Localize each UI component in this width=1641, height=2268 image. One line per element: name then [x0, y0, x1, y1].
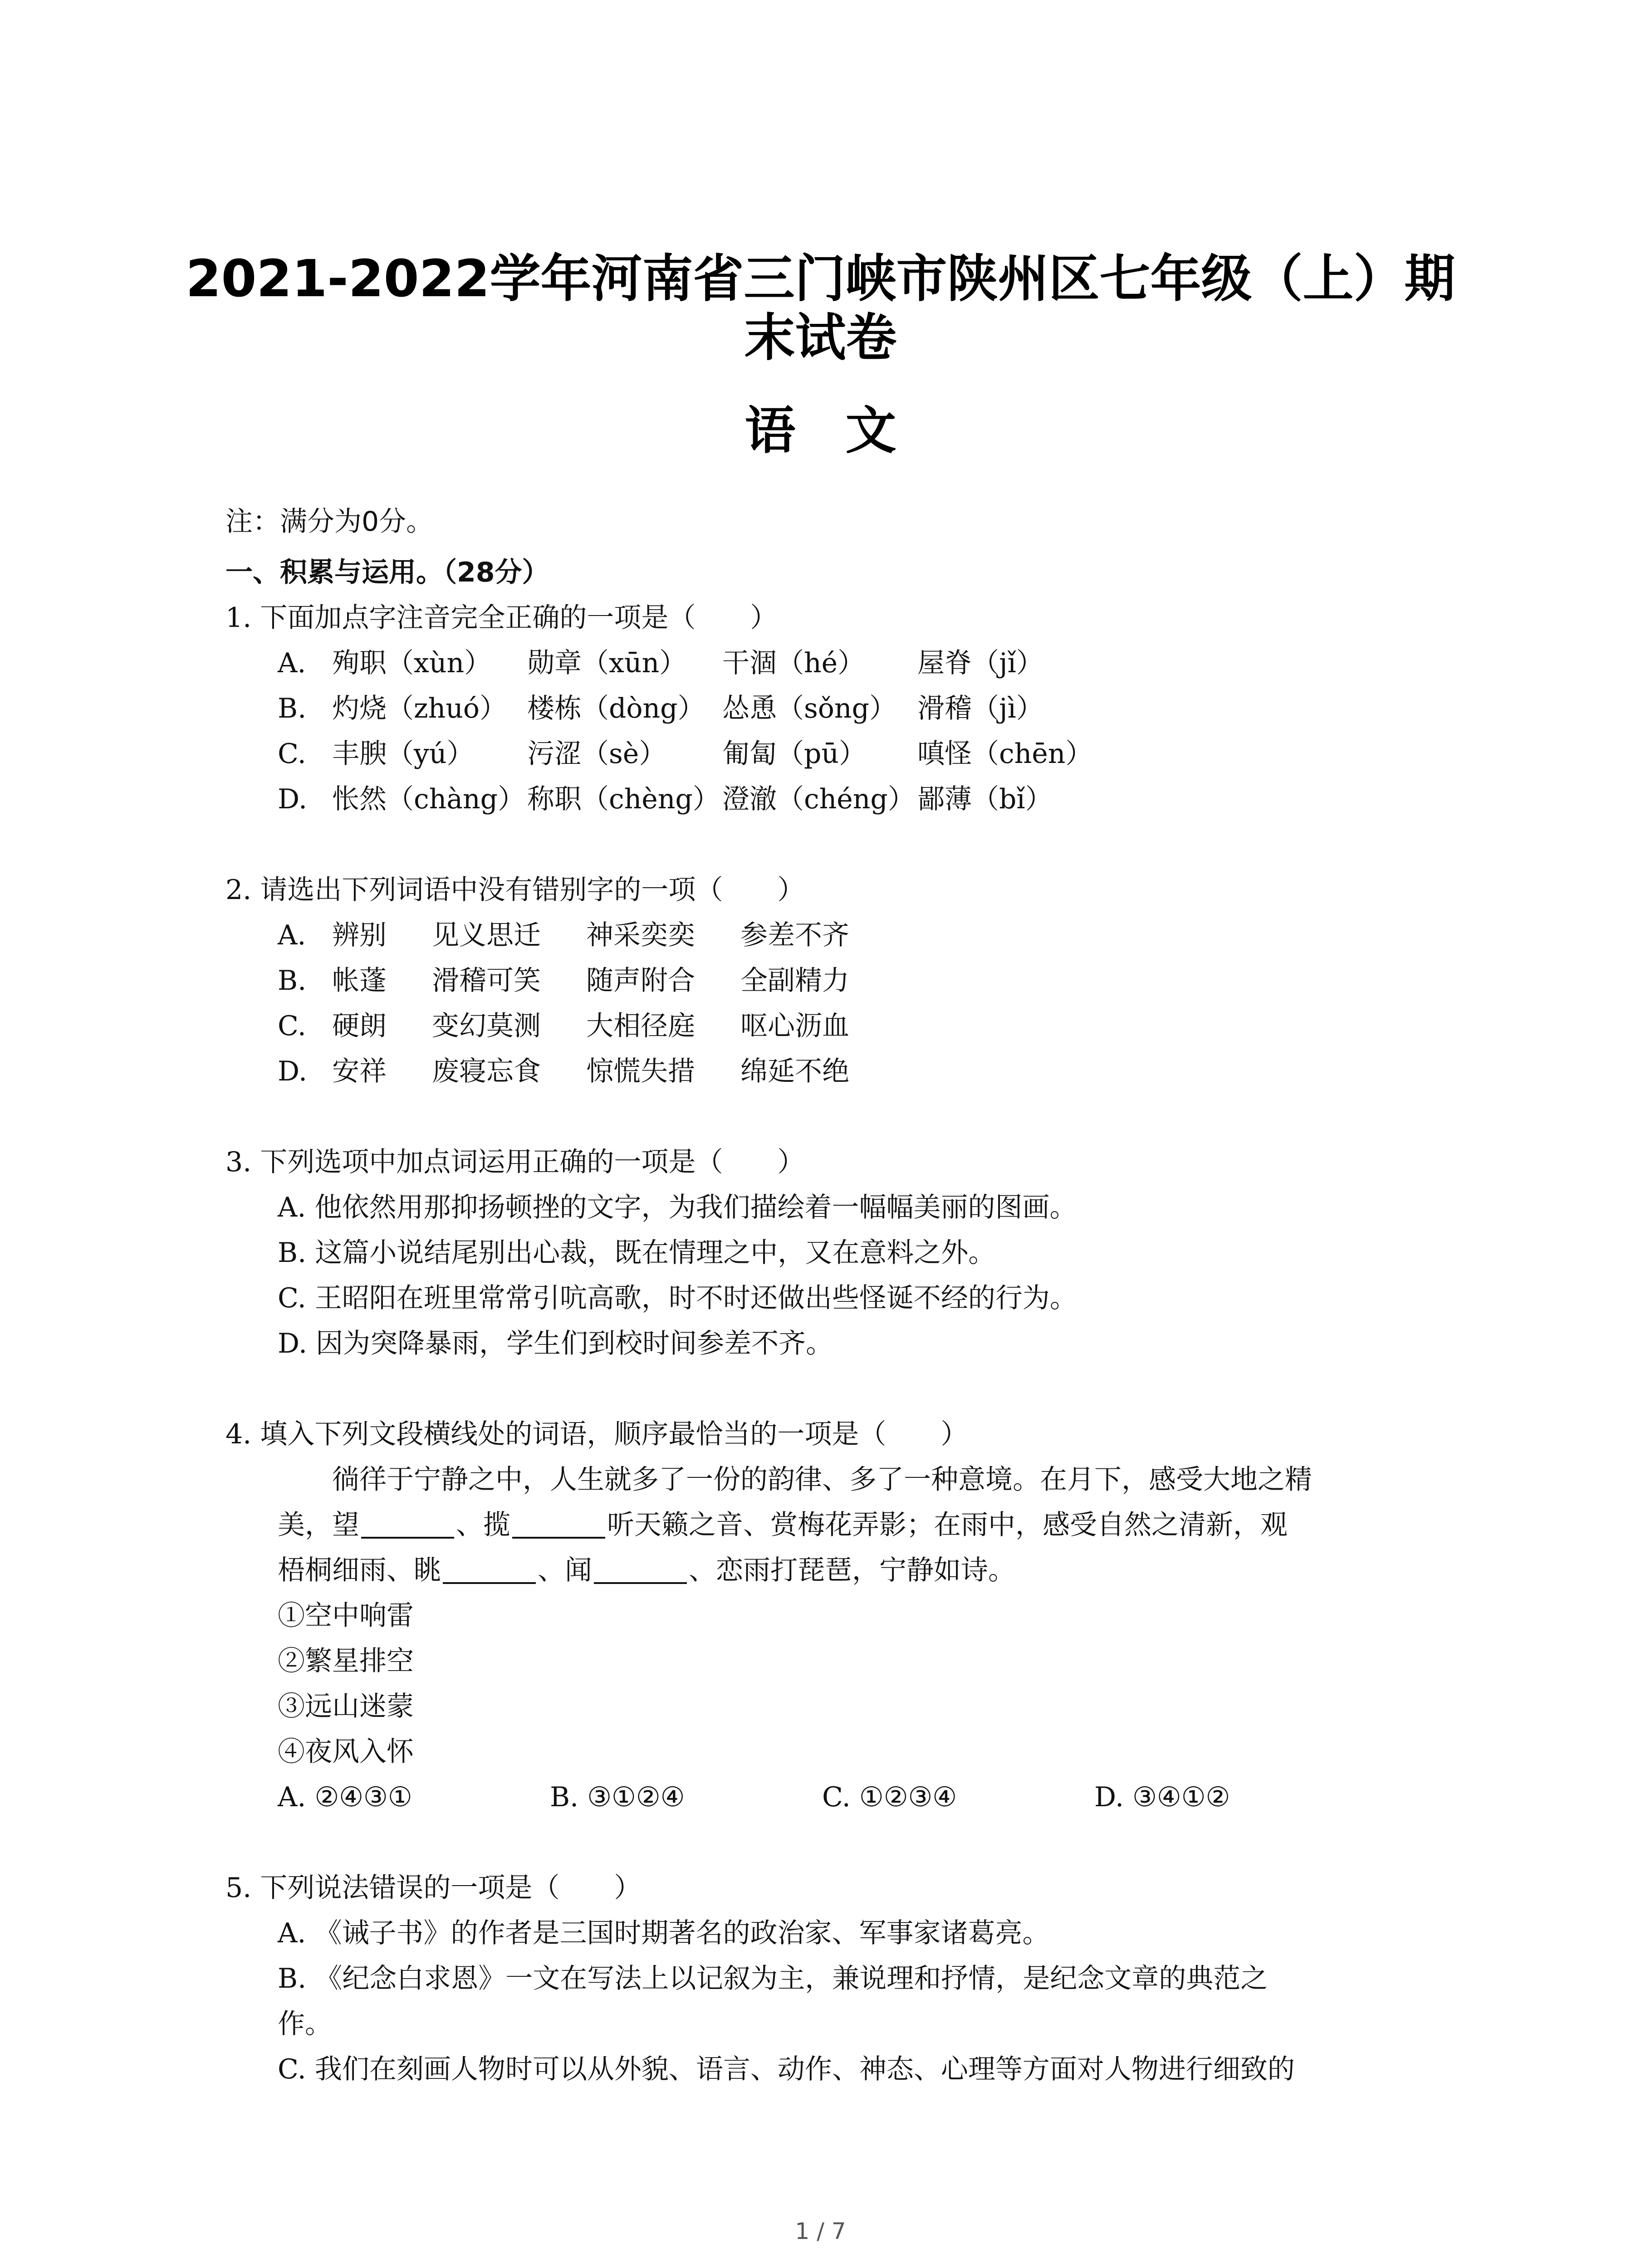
option-letter: D.	[278, 783, 308, 815]
option-item: 滑稽（jì）	[917, 693, 1043, 724]
question-1-option-b	[225, 686, 1432, 731]
question-4-option-a: A. ②④③①	[278, 1781, 412, 1813]
exam-content	[225, 499, 1432, 2092]
option-item: 丰腴（yú）	[332, 738, 474, 770]
passage-text: 梧桐细雨、眺	[278, 1554, 441, 1586]
question-1-option-d	[225, 777, 1432, 822]
subject-heading: 语文	[745, 401, 946, 460]
question-4-item-4: ④夜风入怀	[278, 1736, 414, 1768]
option-item: 污涩（sè）	[527, 738, 666, 770]
question-1-option-a	[225, 640, 1432, 686]
question-4-option-b: B. ③①②④	[550, 1781, 685, 1813]
question-4-item-3: ③远山迷蒙	[278, 1691, 414, 1722]
option-word: 滑稽可笑	[432, 965, 541, 997]
question-4-passage-line-2	[225, 1502, 1432, 1548]
question-2-option-d	[225, 1049, 1432, 1094]
option-letter: C.	[278, 738, 306, 770]
fill-blank-2	[512, 1510, 605, 1539]
option-word: 辨别	[332, 919, 387, 951]
question-5-stem: 5. 下列说法错误的一项是（ ）	[225, 1872, 642, 1904]
question-3-option-b: B. 这篇小说结尾别出心裁，既在情理之中，又在意料之外。	[278, 1237, 996, 1269]
option-item: 怅然（chàng）	[332, 783, 525, 815]
question-5-option-b-line-1: B. 《纪念白求恩》一文在写法上以记叙为主，兼说理和抒情，是纪念文章的典范之	[278, 1963, 1268, 1994]
option-word: 帐蓬	[332, 965, 387, 997]
option-item: 鄙薄（bǐ）	[917, 783, 1053, 815]
option-word: 安祥	[332, 1056, 387, 1087]
question-5-option-b-line-2: 作。	[278, 2008, 332, 2040]
question-4-option-d: D. ③④①②	[1094, 1781, 1230, 1813]
section-heading: 一、积累与运用。（28分）	[225, 557, 549, 588]
fill-blank-3	[443, 1555, 536, 1584]
question-2-option-c	[225, 1003, 1432, 1049]
option-word: 呕心沥血	[740, 1010, 849, 1042]
question-5-option-a: A. 《诫子书》的作者是三国时期著名的政治家、军事家诸葛亮。	[278, 1917, 1050, 1949]
question-3-option-a: A. 他依然用那抑扬顿挫的文字，为我们描绘着一幅幅美丽的图画。	[278, 1192, 1077, 1223]
exam-title-line-1: 2021-2022学年河南省三门峡市陕州区七年级（上）期	[186, 249, 1455, 308]
question-4-option-c: C. ①②③④	[822, 1781, 957, 1813]
spacer	[225, 1094, 1432, 1139]
question-3-stem: 3. 下列选项中加点词运用正确的一项是（ ）	[225, 1146, 805, 1178]
option-word: 硬朗	[332, 1010, 387, 1042]
option-item: 称职（chèng）	[527, 783, 720, 815]
option-word: 参差不齐	[740, 919, 849, 951]
option-word: 变幻莫测	[432, 1010, 541, 1042]
option-letter: C.	[278, 1010, 306, 1042]
page-number: 1 / 7	[795, 2218, 846, 2244]
option-word: 大相径庭	[586, 1010, 695, 1042]
option-word: 神采奕奕	[586, 919, 695, 951]
spacer	[225, 822, 1432, 867]
question-4-stem: 4. 填入下列文段横线处的词语，顺序最恰当的一项是（ ）	[225, 1418, 968, 1450]
question-2-option-a	[225, 913, 1432, 958]
option-item: 楼栋（dòng）	[527, 693, 705, 724]
option-letter: B.	[278, 965, 307, 997]
spacer	[225, 1366, 1432, 1412]
question-2-option-b	[225, 958, 1432, 1003]
option-word: 废寝忘食	[432, 1056, 541, 1087]
question-3-option-c: C. 王昭阳在班里常常引吭高歌，时不时还做出些怪诞不经的行为。	[278, 1282, 1077, 1314]
option-item: 匍匐（pū）	[722, 738, 867, 770]
option-letter: B.	[278, 693, 307, 724]
option-item: 嗔怪（chēn）	[917, 738, 1093, 770]
option-letter: D.	[278, 1056, 308, 1087]
option-word: 惊慌失措	[586, 1056, 695, 1087]
option-item: 勋章（xūn）	[527, 647, 687, 679]
fill-blank-1	[361, 1510, 454, 1539]
question-4-passage-line-3	[225, 1548, 1432, 1593]
question-1-stem: 1. 下面加点字注音完全正确的一项是（ ）	[225, 602, 778, 634]
question-2-stem: 2. 请选出下列词语中没有错别字的一项（ ）	[225, 874, 805, 906]
question-4-item-2: ②繁星排空	[278, 1645, 414, 1677]
option-letter: A.	[278, 919, 306, 951]
option-item: 殉职（xùn）	[332, 647, 492, 679]
passage-text: 听天籁之音、赏梅花弄影；在雨中，感受自然之清新，观	[607, 1509, 1288, 1541]
question-4-item-1: ①空中响雷	[278, 1600, 414, 1632]
option-item: 干涸（hé）	[722, 647, 865, 679]
option-item: 怂恿（sǒng）	[722, 693, 896, 724]
question-1-option-c	[225, 731, 1432, 777]
spacer	[225, 1820, 1432, 1865]
question-4-passage-line-1: 徜徉于宁静之中，人生就多了一份的韵律、多了一种意境。在月下，感受大地之精	[332, 1464, 1312, 1496]
question-3-option-d: D. 因为突降暴雨，学生们到校时间参差不齐。	[278, 1328, 833, 1359]
question-4-options	[225, 1774, 1432, 1820]
passage-text: 、恋雨打琵琶，宁静如诗。	[689, 1554, 1015, 1586]
option-word: 全副精力	[740, 965, 849, 997]
option-word: 随声附合	[586, 965, 695, 997]
option-word: 见义思迁	[432, 919, 541, 951]
option-item: 灼烧（zhuó）	[332, 693, 507, 724]
option-word: 绵延不绝	[740, 1056, 849, 1087]
option-item: 屋脊（jǐ）	[917, 647, 1043, 679]
exam-title-line-2: 末试卷	[744, 308, 897, 367]
question-5-option-c-line-1: C. 我们在刻画人物时可以从外貌、语言、动作、神态、心理等方面对人物进行细致的	[278, 2053, 1295, 2085]
option-item: 澄澈（chéng）	[722, 783, 915, 815]
passage-text: 、揽	[456, 1509, 510, 1541]
passage-text: 、闻	[538, 1554, 592, 1586]
fill-blank-4	[594, 1555, 687, 1584]
option-letter: A.	[278, 647, 306, 679]
passage-text: 美，望	[278, 1509, 359, 1541]
score-note: 注：满分为0分。	[225, 506, 434, 538]
